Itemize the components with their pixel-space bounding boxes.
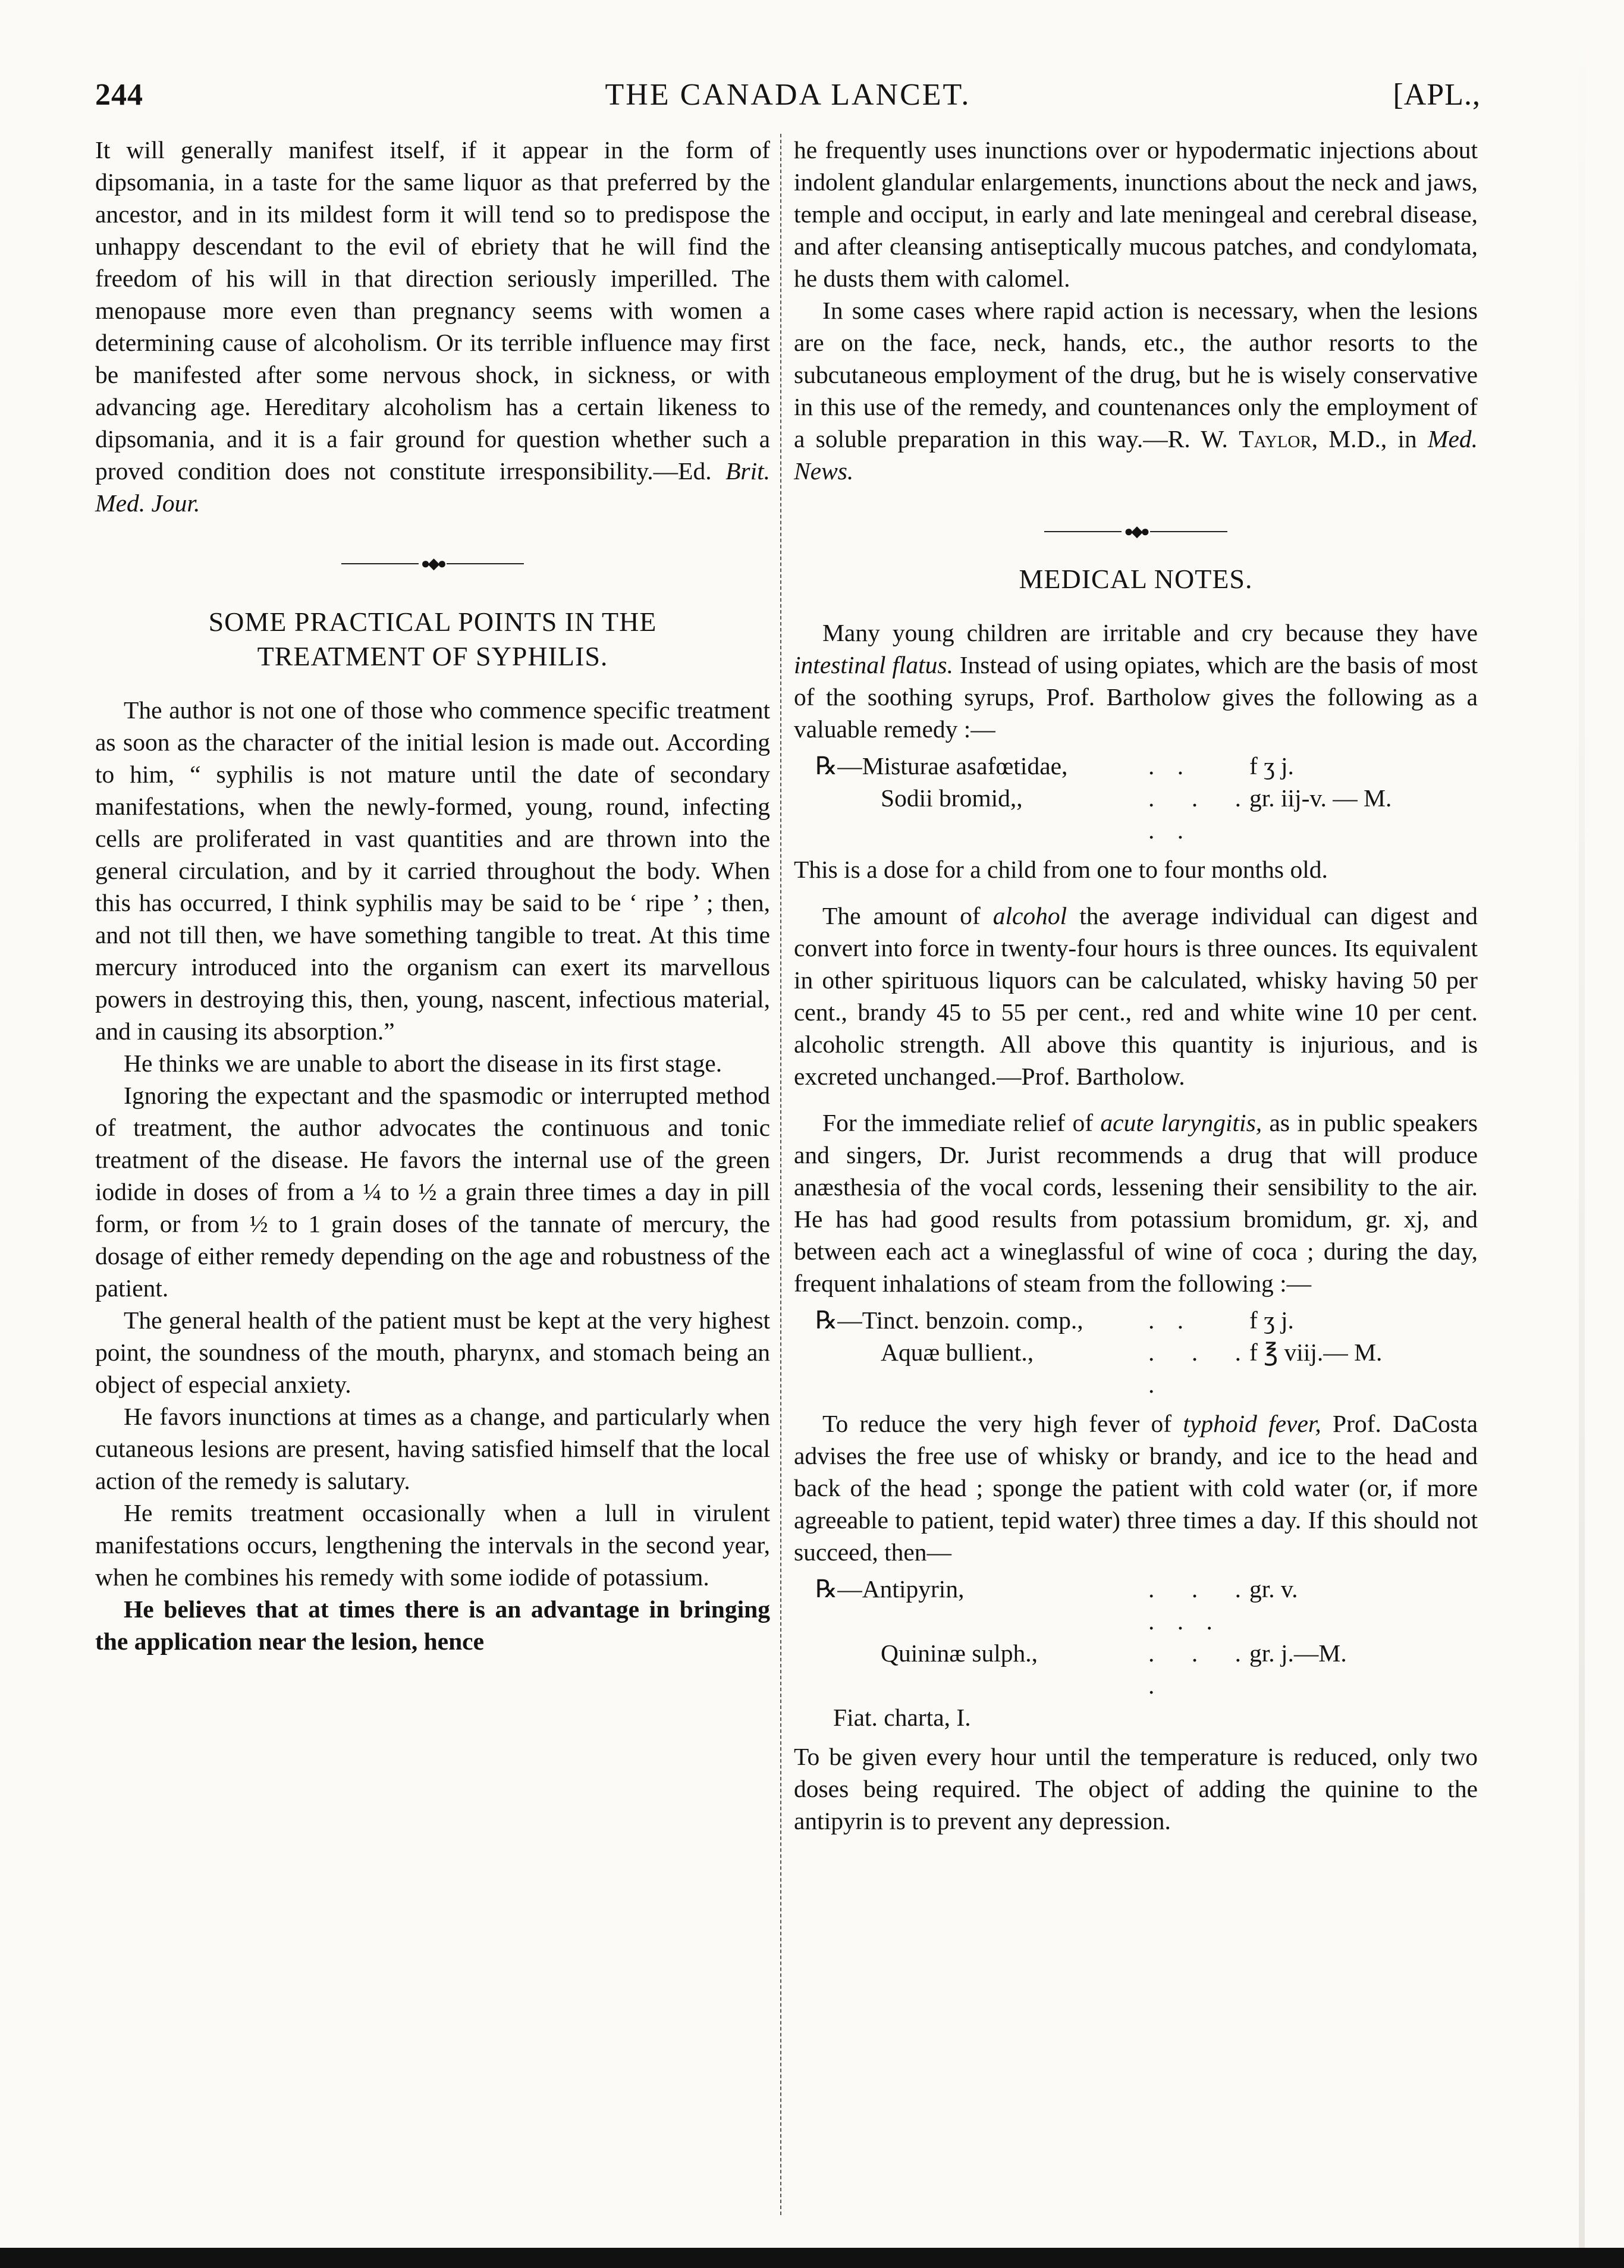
section-ornament: ●◆● <box>794 505 1478 558</box>
right-column <box>794 134 1478 1837</box>
continuation-paragraph: It will generally manifest itself, if it appear in the form of dipsomania, in a taste for the same liquor as that preferred by the ancestor, and in its mildest form it will tend so to predispose the unhappy descendant to the evil of ebriety that he will find the freedom of his will in that direction seriously imperilled. The menopause more even than pregnancy seems with women a determining cause of alcoholism. Or its terrible influence may first be manifested after some nervous shock, in sickness, or with advancing age. Hereditary alcoholism has a certain likeness to dipsomania, and it is a fair ground for question whether such a proved condition does not constitute irresponsibility.—Ed. Brit. Med. Jour. <box>95 136 771 517</box>
article-paragraph: He remits treatment occasionally when a lull in virulent manifestations occurs, lengthening the intervals in the second year, when he combines his remedy with some iodide of potassium. <box>95 1499 770 1591</box>
article-paragraph: He believes that at times there is an advantage in bringing the application near the lesion, hence <box>95 1595 770 1655</box>
section-ornament: ●◆● <box>95 537 770 590</box>
prescription: ℞—Misturae asafœtidae, . . f ʒ j. Sodii bromid,, . . . . . gr. iij-v. — M. <box>815 752 1392 844</box>
note-paragraph: Many young children are irritable and cry because they have intestinal flatus. Instead of using opiates, which are the basis of most of the soothing syrups, Prof. Bartholow gives the following as a valuable remedy :— <box>794 619 1478 743</box>
section-title: MEDICAL NOTES. <box>1019 564 1253 594</box>
scan-border <box>0 2248 1624 2268</box>
continuation-source: Brit. Med. Jour. <box>95 457 771 517</box>
source-journal: Med. News. <box>794 425 1478 485</box>
author-name: Taylor <box>1239 425 1312 453</box>
article-paragraph: Ignoring the expectant and the spasmodic or interrupted method of treatment, the author advocates the continuous and tonic treatment of the disease. He favors the internal use of the green iodide in doses of from a ¼ to ½ a grain three times a day in pill form, or from ½ to 1 grain doses of the tannate of mercury, the dosage of either remedy depending on the age and robustness of the patient. <box>95 1082 770 1302</box>
page-edge <box>1579 0 1585 2268</box>
article-paragraph: he frequently uses inunctions over or hypodermatic injections about indolent glandular enlargements, inunctions about the neck and jaws, temple and occiput, in early and late meningeal and cerebral disease, and after cleansing antiseptically mucous patches, and condylomata, he dusts them with calomel. <box>794 136 1478 292</box>
prescription: ℞—Tinct. benzoin. comp., . . f ʒ j. Aquæ bullient., . . . . f ℥ viij.— M. <box>815 1306 1383 1398</box>
article-paragraph: He thinks we are unable to abort the disease in its first stage. <box>124 1050 723 1077</box>
note-paragraph: For the immediate relief of acute laryngitis, as in public speakers and singers, Dr. Jurist recommends a drug that will produce anæsthesia of the vocal cords, lessening their sensibility to the air. He has had good results from potassium bromidum, gr. xj, and between each act a wineglassful of wine of coca ; during the day, frequent inhalations of steam from the following :— <box>794 1109 1478 1297</box>
page-number: 244 <box>95 78 143 112</box>
note-paragraph: The amount of alcohol the average individual can digest and convert into force in twenty-four hours is three ounces. Its equivalent in other spirituous liquors can be calculated, whisky having 50 per cent., brandy 45 to 55 per cent., red and white wine 10 per cent. alcoholic strength. All above this quantity is injurious, and is excreted unchanged.—Prof. Bartholow. <box>794 902 1478 1090</box>
journal-title: THE CANADA LANCET. <box>605 78 971 112</box>
note-paragraph: To reduce the very high fever of typhoid fever, Prof. DaCosta advises the free use of whisky or brandy, and ice to the head and back of the head ; sponge the patient with cold water (or, if more agreeable to patient, tepid water) three times a day. If this should not succeed, then— <box>794 1410 1478 1566</box>
page-header <box>95 71 1481 125</box>
article-title: SOME PRACTICAL POINTS IN THE TREATMENT OF SYPHILIS. <box>208 607 657 671</box>
article-paragraph: In some cases where rapid action is necessary, when the lesions are on the face, neck, hands, etc., the author resorts to the subcutaneous employment of the drug, but he is wisely conservative in this use of the remedy, and countenances only the employment of a soluble preparation in this way.—R. W. Taylor, M.D., in Med. News. <box>794 297 1478 485</box>
article-paragraph: The author is not one of those who commence specific treatment as soon as the character of the initial lesion is made out. According to him, “ syphilis is not mature until the date of secondary manifestations, when the newly-formed, young, round, infecting cells are proliferated in vast quantities and are thrown into the general circulation, and by it carried throughout the body. When this has occurred, I think syphilis may be said to be ‘ ripe ’ ; then, and not till then, we have something tangible to treat. At this time mercury introduced into the organism can exert its marvellous powers in destroying this, then, young, nascent, infectious material, and in causing its absorption.” <box>95 696 770 1045</box>
note-paragraph: This is a dose for a child from one to four months old. <box>794 856 1328 883</box>
article-paragraph: He favors inunctions at times as a change, and particularly when cutaneous lesions are present, having satisfied himself that the local action of the remedy is salutary. <box>95 1403 770 1494</box>
article-paragraph: The general health of the patient must be kept at the very highest point, the soundness of the mouth, pharynx, and stomach being an object of especial anxiety. <box>95 1306 770 1398</box>
note-paragraph: To be given every hour until the temperature is reduced, only two doses being required. The object of adding the quinine to the antipyrin is to prevent any depression. <box>794 1743 1478 1834</box>
issue-month: [APL., <box>1393 78 1481 112</box>
left-column <box>95 134 770 1657</box>
prescription: ℞—Antipyrin, . . . . . . gr. v. Quininæ sulph., . . . . gr. j.—M. Fiat. charta, I. <box>815 1575 1347 1731</box>
column-divider <box>780 134 781 2215</box>
